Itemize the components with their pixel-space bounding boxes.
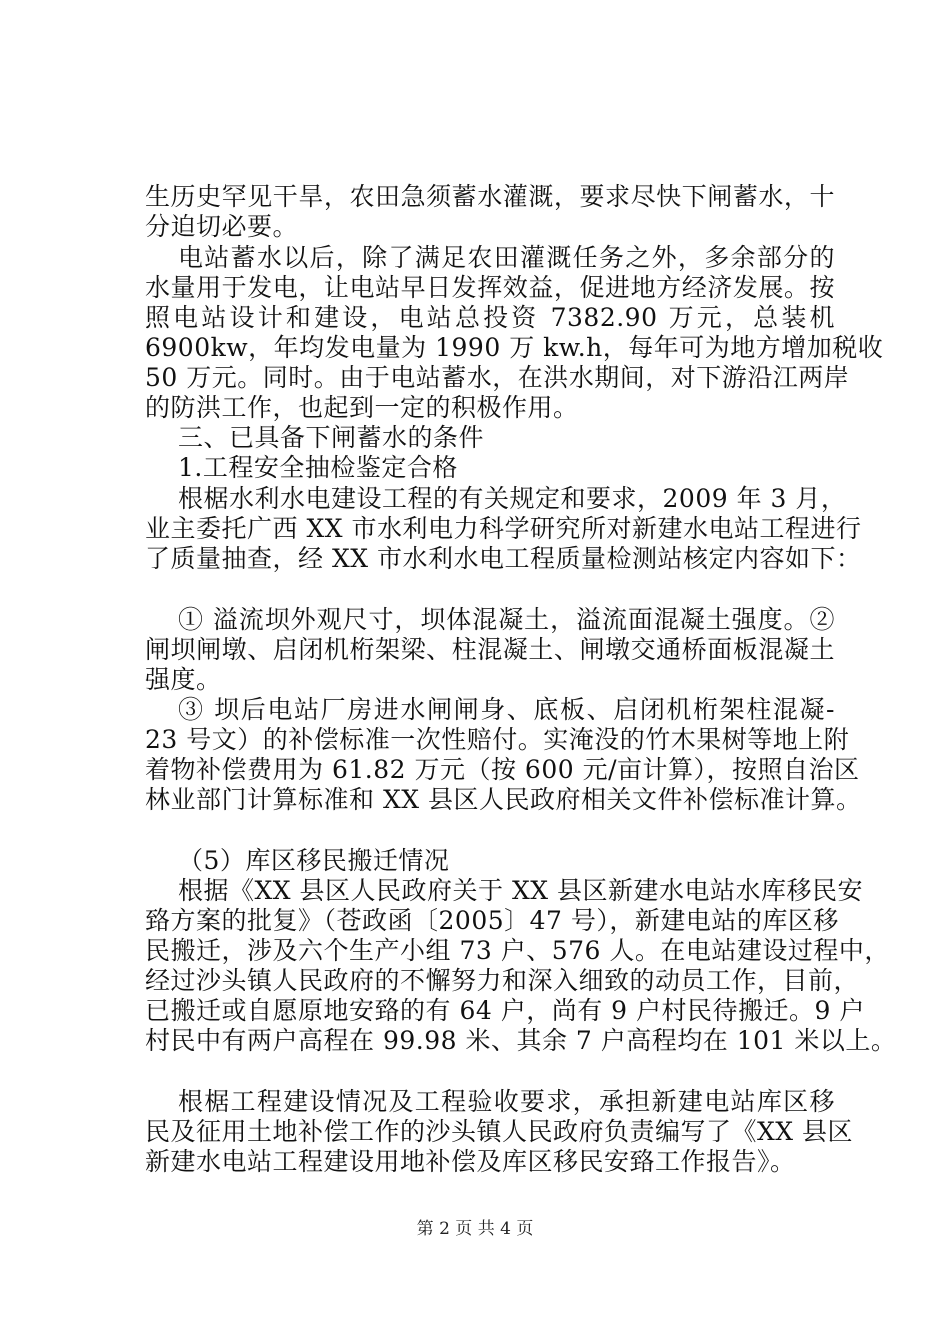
paragraph-line: 强度。 (145, 665, 222, 694)
paragraph-line: 根据《XX 县区人民政府关于 XX 县区新建水电站水库移民安 (178, 876, 864, 905)
paragraph-line: 电站蓄水以后，除了满足农田灌溉任务之外，多余部分的 (178, 243, 835, 272)
paragraph-line: 了质量抽查，经 XX 市水利水电工程质量检测站核定内容如下： (145, 544, 862, 573)
paragraph-line: 50 万元。同时。由于电站蓄水，在洪水期间，对下游沿江两岸 (145, 363, 850, 392)
paragraph-line: 照电站设计和建设，电站总投资 7382.90 万元，总装机 (145, 303, 835, 332)
page-number-footer: 第 2 页 共 4 页 (416, 1219, 534, 1239)
paragraph-line: ① 溢流坝外观尺寸，坝体混凝土，溢流面混凝土强度。② (178, 605, 835, 634)
paragraph-line: 根椐工程建设情况及工程验收要求，承担新建电站库区移 (178, 1087, 835, 1116)
subsection-heading: 1.工程安全抽检鉴定合格 (178, 453, 458, 482)
section-heading: 三、已具备下闸蓄水的条件 (178, 423, 485, 452)
paragraph-line: 已搬迁或自愿原地安臵的有 64 户，尚有 9 户村民待搬迁。9 户 (145, 996, 865, 1025)
subsection-heading: （5）库区移民搬迁情况 (178, 846, 450, 875)
paragraph-line: 经过沙头镇人民政府的不懈努力和深入细致的动员工作，目前， (145, 966, 860, 995)
paragraph-line: 生历史罕见干旱，农田急须蓄水灌溉，要求尽快下闸蓄水，十 (145, 182, 835, 211)
paragraph-line: 臵方案的批复》（苍政函〔2005〕47 号），新建电站的库区移 (145, 906, 839, 935)
paragraph-line: 民及征用土地补偿工作的沙头镇人民政府负责编写了《XX 县区 (145, 1117, 854, 1146)
paragraph-line: 民搬迁，涉及六个生产小组 73 户、576 人。在电站建设过程中， (145, 936, 890, 965)
paragraph-line: 着物补偿费用为 61.82 万元（按 600 元/亩计算），按照自治区 (145, 755, 860, 784)
paragraph-line: 新建水电站工程建设用地补偿及库区移民安臵工作报告》。 (145, 1147, 796, 1176)
paragraph-line: 6900kw，年均发电量为 1990 万 kw.h，每年可为地方增加税收 (145, 333, 884, 362)
paragraph-line: 分迫切必要。 (145, 212, 299, 241)
paragraph-line: 23 号文）的补偿标准一次性赔付。实淹没的竹木果树等地上附 (145, 725, 850, 754)
paragraph-line: 水量用于发电，让电站早日发挥效益，促进地方经济发展。按 (145, 273, 835, 302)
paragraph-line: 业主委托广西 XX 市水利电力科学研究所对新建水电站工程进行 (145, 514, 862, 543)
paragraph-line: 根椐水利水电建设工程的有关规定和要求，2009 年 3 月， (178, 484, 847, 513)
paragraph-line: 村民中有两户高程在 99.98 米、其余 7 户高程均在 101 米以上。 (145, 1026, 897, 1055)
paragraph-line: ③ 坝后电站厂房进水闸闸身、底板、启闭机桁架柱混凝- (178, 695, 835, 724)
paragraph-line: 林业部门计算标准和 XX 县区人民政府相关文件补偿标准计算。 (145, 785, 862, 814)
paragraph-line: 闸坝闸墩、启闭机桁架梁、柱混凝土、闸墩交通桥面板混凝土 (145, 635, 835, 664)
paragraph-line: 的防洪工作，也起到一定的积极作用。 (145, 393, 579, 422)
